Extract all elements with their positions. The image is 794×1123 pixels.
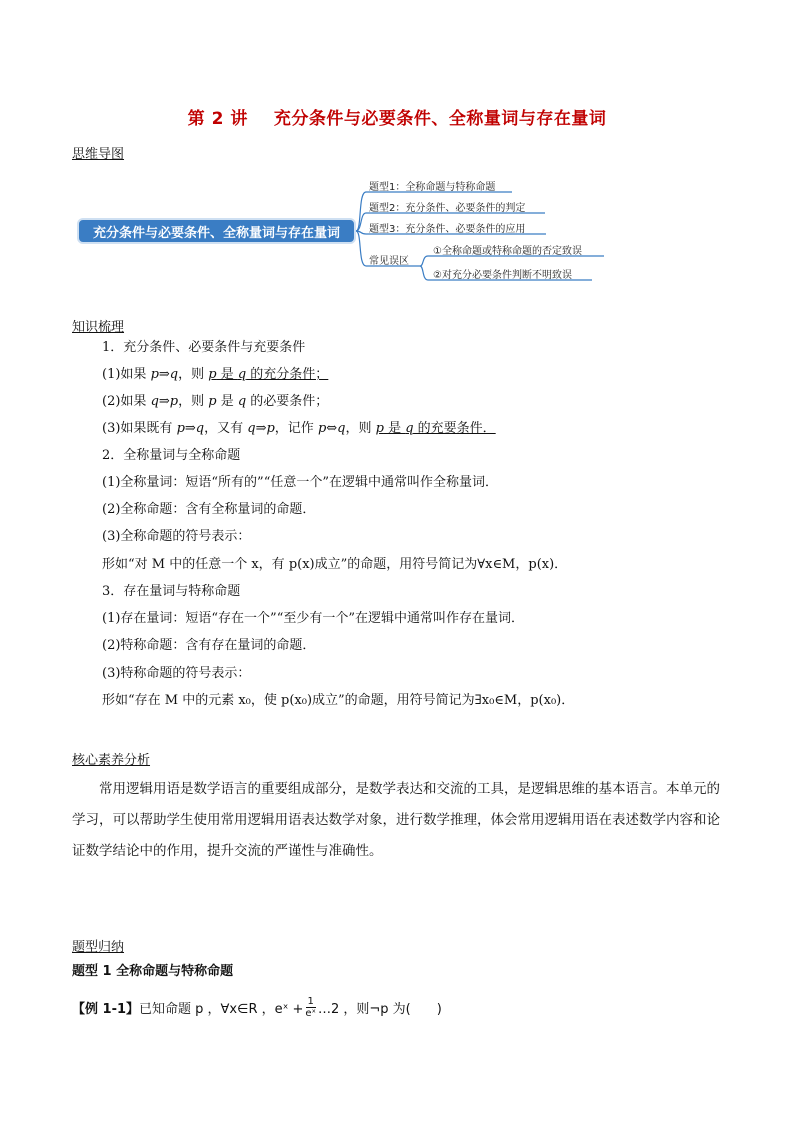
mindmap-root-node: 充分条件与必要条件、全称量词与存在量词 [77, 218, 356, 244]
example-1-1 [72, 996, 442, 1019]
knowledge-universal-3: (3)全称命题的符号表示： [102, 529, 251, 544]
knowledge-universal-1: (1)全称量词：短语“所有的”“任意一个”在逻辑中通常叫作全称量词． [102, 475, 498, 490]
lecture-title: 充分条件与必要条件、全称量词与存在量词 [273, 109, 607, 129]
section-types-heading: 题型归纳 [72, 940, 125, 955]
mindmap-branch-mistakes: 常见误区 [369, 256, 409, 267]
page-title [0, 104, 794, 129]
knowledge-line-1: (1)如果 p⇒q，则 p 是 q 的充分条件； [102, 367, 329, 382]
section-core-heading: 核心素养分析 [72, 753, 151, 768]
core-paragraph: 常用逻辑用语是数学语言的重要组成部分，是数学表达和交流的工具，是逻辑思维的基本语言。本单元的学习，可以帮助学生使用常用逻辑用语表达数学对象，进行数学推理，体会常用逻辑用语在表述数学内容和论证数学结论中的作用，提升交流的严谨性与准确性。 [72, 781, 720, 859]
mindmap-mistake-2: ②对充分必要条件判断不明致误 [433, 270, 572, 281]
mindmap-branch-type2: 题型2：充分条件、必要条件的判定 [369, 203, 526, 214]
example-fraction: $\frac{1}{\text{eˣ}}$ [305, 996, 316, 1019]
knowledge-universal-2: (2)全称命题：含有全称量词的命题． [102, 502, 316, 517]
knowledge-existential-3: (3)特称命题的符号表示： [102, 666, 251, 681]
example-text-post: …2 ，则¬p 为( ) [318, 1002, 442, 1017]
mindmap-branch-type1: 题型1：全称命题与特称命题 [369, 182, 496, 193]
mindmap-branch-type3: 题型3：充分条件、必要条件的应用 [369, 224, 526, 235]
knowledge-existential-4: 形如“存在 M 中的元素 x₀，使 p(x₀)成立”的命题，用符号简记为∃x₀∈M，p(x₀)． [102, 693, 575, 708]
knowledge-line-3: (3)如果既有 p⇒q，又有 q⇒p，记作 p⇔q，则 p 是 q 的充要条件． [102, 421, 496, 436]
knowledge-line-2: (2)如果 q⇒p，则 p 是 q 的必要条件； [102, 394, 329, 409]
example-text-pre: 已知命题 p ，∀x∈R ，eˣ + [139, 1002, 304, 1017]
knowledge-existential-2: (2)特称命题：含有存在量词的命题． [102, 638, 316, 653]
lecture-number: 第 2 讲 [187, 109, 248, 129]
type1-heading: 题型 1 全称命题与特称命题 [72, 964, 234, 979]
knowledge-heading-3: 3．存在量词与特称命题 [102, 584, 241, 599]
example-label: 【例 1-1】 [72, 1002, 140, 1017]
knowledge-heading-2: 2．全称量词与全称命题 [102, 448, 241, 463]
knowledge-heading-1: 1．充分条件、必要条件与充要条件 [102, 340, 306, 355]
section-mindmap-heading: 思维导图 [72, 147, 125, 162]
section-knowledge-heading: 知识梳理 [72, 320, 125, 335]
mindmap-mistake-1: ①全称命题或特称命题的否定致误 [433, 246, 582, 257]
knowledge-existential-1: (1)存在量词：短语“存在一个”“至少有一个”在逻辑中通常叫作存在量词． [102, 611, 524, 626]
knowledge-universal-4: 形如“对 M 中的任意一个 x，有 p(x)成立”的命题，用符号简记为∀x∈M，p(x)． [102, 557, 568, 572]
